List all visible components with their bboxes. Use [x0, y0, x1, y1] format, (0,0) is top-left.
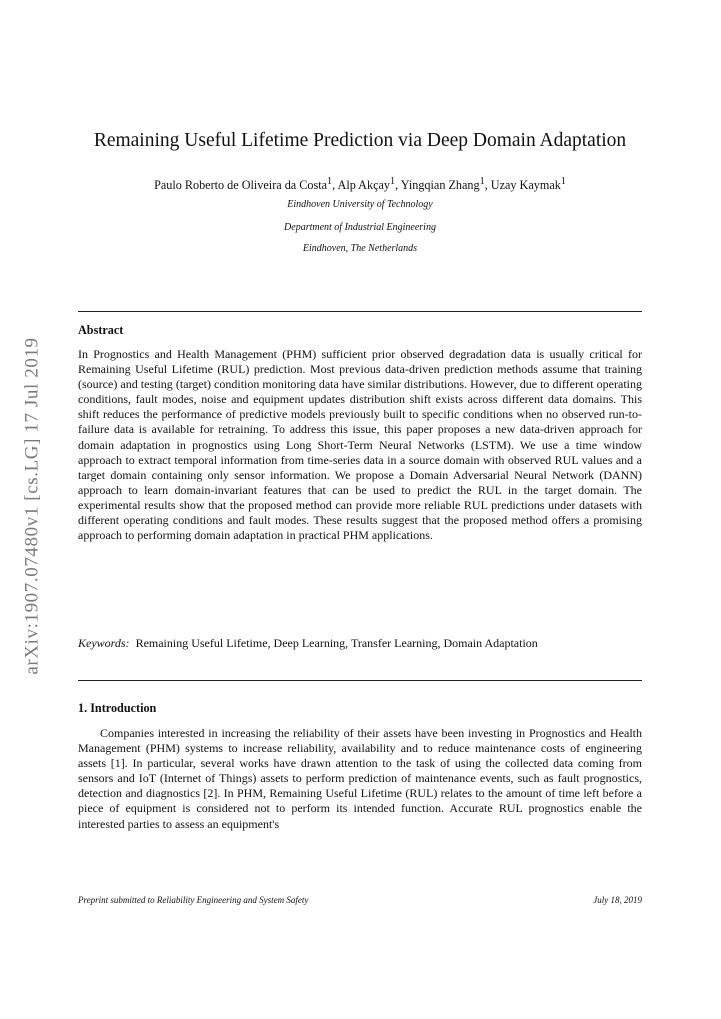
- arxiv-sidebar-stamp: [18, 326, 48, 686]
- paper-title: Remaining Useful Lifetime Prediction via Deep Domain Adaptation: [93, 130, 627, 151]
- footer-date: July 18, 2019: [593, 895, 642, 905]
- page-footer: [78, 895, 642, 905]
- author-affiliation-mark: 1: [479, 176, 485, 187]
- footer-journal: Preprint submitted to Reliability Engineering and System Safety: [78, 895, 309, 905]
- author-affiliation-mark: 1: [560, 176, 566, 187]
- introduction-heading: 1. Introduction: [78, 701, 157, 715]
- keywords-label: Keywords:: [78, 636, 130, 650]
- keywords-text: Remaining Useful Lifetime, Deep Learning, Transfer Learning, Domain Adaptation: [135, 636, 538, 650]
- abstract-heading: Abstract: [78, 323, 124, 337]
- author-name: Yingqian Zhang: [400, 178, 480, 193]
- abstract-text: In Prognostics and Health Management (PHM) sufficient prior observed degradation data is usually critical for Remaining Useful Lifetime (RUL) prediction. Most previous data-driven prediction methods assume that training (source) and testing (target) condition monitoring data have similar distributions. However, due to different operating conditions, fault modes, noise and equipment updates distribution shift exists across different data domains. This shift reduces the performance of predictive models previously built to specific conditions when no observed run-to-failure data is available for retraining. To address this issue, this paper proposes a new data-driven approach for domain adaptation in prognostics using Long Short-Term Neural Networks (LSTM). We use a time window approach to extract temporal information from time-series data in a source domain with observed RUL values and a target domain containing only sensor information. We propose a Domain Adversarial Neural Network (DANN) approach to learn domain-invariant features that can be used to predict the RUL in the target domain. The experimental results show that the proposed method can provide more reliable RUL predictions under datasets with different operating conditions and fault modes. These results suggest that the proposed method offers a promising approach to performing domain adaptation in practical PHM applications.: [78, 347, 642, 543]
- abstract-bottom-rule: [78, 680, 642, 681]
- keywords: [78, 636, 642, 651]
- arxiv-identifier: arXiv:1907.07480v1 [cs.LG] 17 Jul 2019: [22, 337, 44, 675]
- author-name: Uzay Kaymak: [490, 178, 561, 193]
- author-affiliation-mark: 1: [327, 176, 333, 187]
- abstract-top-rule: [78, 311, 642, 312]
- affiliation-department: Department of Industrial Engineering: [284, 222, 436, 233]
- author-list: Paulo Roberto de Oliveira da Costa$^1$, Alp Akçay$^1$, Yingqian Zhang$^1$, Uzay Kaymak$^1$: [154, 176, 566, 193]
- affiliation-location: Eindhoven, The Netherlands: [302, 243, 418, 254]
- author-name: Alp Akçay: [337, 178, 390, 193]
- introduction-text: Companies interested in increasing the reliability of their assets have been investing in Prognostics and Health Management (PHM) systems to increase reliability, availability and to reduce maintenance costs of engineering assets [1]. In particular, several works have drawn attention to the task of using the collected data coming from sensors and IoT (Internet of Things) assets to perform prediction of maintenance events, such as fault prognostics, detection and diagnostics [2]. In PHM, Remaining Useful Lifetime (RUL) relates to the amount of time left before a piece of equipment is considered not to perform its intended function. Accurate RUL prognostics enable the interested parties to assess an equipment's: [78, 726, 642, 831]
- author-name: Paulo Roberto de Oliveira da Costa: [154, 178, 328, 193]
- affiliation-university: Eindhoven University of Technology: [287, 199, 433, 210]
- author-affiliation-mark: 1: [390, 176, 396, 187]
